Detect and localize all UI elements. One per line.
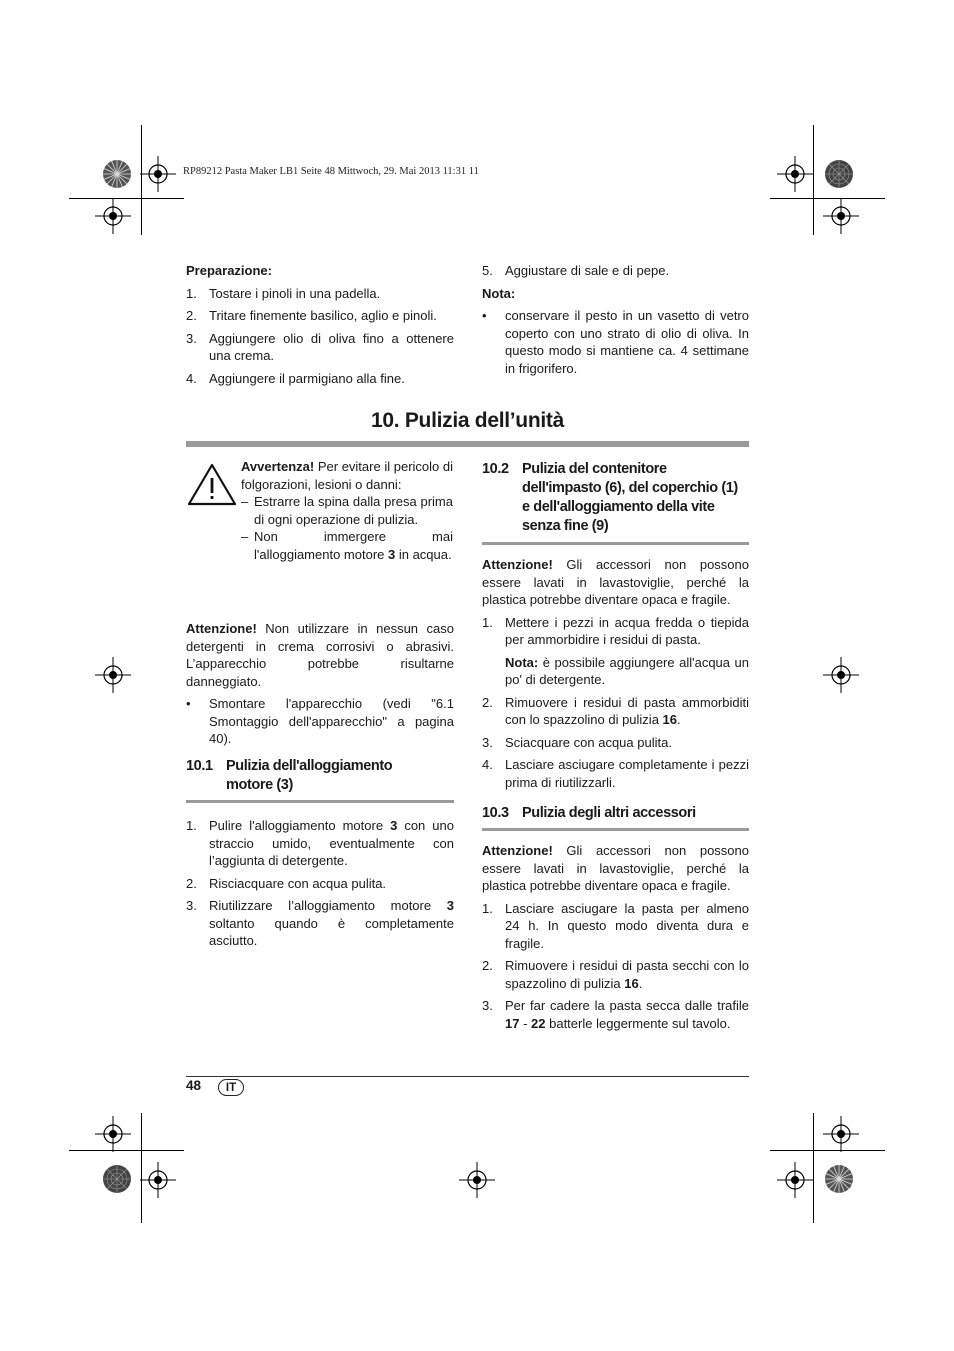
list-item: 2. Rimuovere i residui di pasta secchi con lo spazzolino di pulizia 16. — [482, 958, 749, 991]
subsection-heading-10-1: 10.1 Pulizia dell'alloggiamento motore (3) — [186, 758, 393, 793]
list-item: 1. Lasciare asciugare la pasta per almeno 24 h. In questo modo diventa dura e fragile. — [482, 900, 749, 951]
language-badge: IT — [218, 1079, 244, 1096]
list-item: 2. Risciacquare con acqua pulita. — [186, 875, 387, 891]
list-item: 3. Riutilizzare l’alloggiamento motore 3 soltanto quando è completamente asciutto. — [186, 898, 454, 948]
list-item: 1. Tostare i pinoli in una padella. — [186, 285, 381, 301]
list-item: – Estrarre la spina dalla presa prima di ogni operazione di pulizia. — [241, 494, 453, 527]
cleaning-steps-motor — [186, 817, 454, 950]
list-item: 4. Lasciare asciugare completamente i pezzi prima di riutilizzarli. — [482, 757, 749, 790]
registration-target-icon — [95, 198, 131, 234]
cleaning-steps-accessories: Attenzione! Gli accessori non possono essere lavati in lavastoviglie, perché la plastica potrebbe diventare opaca e fragile. 1. Lasciare asciugare la pasta per almeno 24 h. In questo modo diventa dura e fragile. 2. Rimuovere i residui di pasta secchi con lo spazzolino di pulizia 16. 3. Per far cadere la pasta secca dalle trafile 17 - 22 batterle leggermente sul tavolo. — [482, 843, 749, 1031]
preparation-continued — [482, 262, 749, 377]
attention-label: Attenzione! — [482, 557, 553, 572]
starburst-mark-icon — [102, 159, 132, 189]
registration-target-icon — [823, 657, 859, 693]
warning-notice: Avvertenza! Per evitare il pericolo di folgorazioni, lesioni o danni: – Estrarre la spina dalla presa prima di ogni operazione di pulizia. – Non immergere mai l'alloggiamento motore 3 in acqua. — [241, 459, 453, 562]
section-rule — [186, 441, 749, 447]
cleaning-steps-container: Attenzione! Gli accessori non possono essere lavati in lavastoviglie, perché la plastica potrebbe diventare opaca e fragile. 1. Mettere i pezzi in acqua fredda o tiepida per ammorbidire i residui di pasta. Nota: è possibile aggiungere all'acqua un po' di detergente. 2. Rimuovere i residui di pasta ammorbiditi con lo spazzolino di pulizia 16. 3. Sciacquare con acqua pulita. 4. Lasciare asciugare completamente i pezzi prima di riutilizzarli. — [482, 557, 749, 790]
list-item: 1. Pulire l'alloggiamento motore 3 con uno straccio umido, eventualmente con l’aggiunta di detergente. — [186, 818, 454, 868]
attention-label: Attenzione! — [482, 843, 553, 858]
attention-label: Attenzione! — [186, 621, 257, 636]
list-item: 3. Aggiungere olio di oliva fino a ottenere una crema. — [186, 330, 454, 363]
attention-notice: Attenzione! Non utilizzare in nessun caso detergenti in crema corrosivi o abrasivi. L’apparecchio potrebbe risultarne danneggiato. • Smontare l'apparecchio (vedi "6.1 Smontaggio dell'apparecchio" a pagina 40). — [186, 621, 454, 746]
subsection-rule — [482, 828, 749, 831]
page-number: 48 — [186, 1078, 202, 1093]
note-label: Nota: — [482, 285, 516, 301]
registration-target-icon — [95, 1116, 131, 1152]
registration-target-icon — [777, 156, 813, 192]
preparation-heading: Preparazione: — [186, 263, 272, 278]
registration-target-icon — [777, 1162, 813, 1198]
warning-label: Avvertenza! — [241, 459, 315, 474]
subsection-heading-10-3: 10.3 Pulizia degli altri accessori — [482, 805, 696, 821]
list-item: 3. Per far cadere la pasta secca dalle trafile 17 - 22 batterle leggermente sul tavolo. — [482, 998, 749, 1031]
list-item: 2. Rimuovere i residui di pasta ammorbiditi con lo spazzolino di pulizia 16. — [482, 694, 749, 727]
note-bullet: • conservare il pesto in un vasetto di vetro coperto con uno strato di olio di oliva. In questo modo si mantiene ca. 4 settimane in frigorifero. — [482, 308, 749, 376]
list-item: 1. Mettere i pezzi in acqua fredda o tiepida per ammorbidire i residui di pasta. — [482, 614, 749, 647]
crop-line — [813, 125, 814, 235]
registration-target-icon — [140, 1162, 176, 1198]
list-item: 3. Sciacquare con acqua pulita. — [482, 734, 672, 750]
subsection-rule — [482, 542, 749, 545]
warning-triangle-icon — [187, 463, 237, 506]
registration-target-icon — [823, 198, 859, 234]
footer-rule — [186, 1076, 749, 1077]
starburst-mark-icon — [102, 1164, 132, 1194]
subsection-heading-10-2: 10.2 Pulizia del contenitore dell'impasto (6), del coperchio (1) e dell'alloggiamento della vite senza fine (9) — [482, 461, 738, 534]
list-item: 5. Aggiustare di sale e di pepe. — [482, 263, 670, 278]
registration-target-icon — [823, 1116, 859, 1152]
registration-target-icon — [459, 1162, 495, 1198]
print-slug: RP89212 Pasta Maker LB1 Seite 48 Mittwoch, 29. Mai 2013 11:31 11 — [183, 166, 479, 177]
section-title: 10. Pulizia dell’unità — [371, 409, 564, 432]
crop-line — [813, 1113, 814, 1223]
list-item: – Non immergere mai l'alloggiamento motore 3 in acqua. — [241, 529, 453, 562]
subsection-rule — [186, 800, 454, 803]
list-item: 2. Tritare finemente basilico, aglio e pinoli. — [186, 308, 437, 323]
starburst-mark-icon — [824, 159, 854, 189]
starburst-mark-icon — [824, 1164, 854, 1194]
list-item: • Smontare l'apparecchio (vedi "6.1 Smontaggio dell'apparecchio" a pagina 40). — [186, 696, 454, 746]
note-item: Nota: è possibile aggiungere all'acqua un po' di detergente. — [505, 654, 749, 687]
registration-target-icon — [95, 657, 131, 693]
preparation-block — [186, 262, 454, 387]
registration-target-icon — [140, 156, 176, 192]
list-item: 4. Aggiungere il parmigiano alla fine. — [186, 370, 405, 386]
